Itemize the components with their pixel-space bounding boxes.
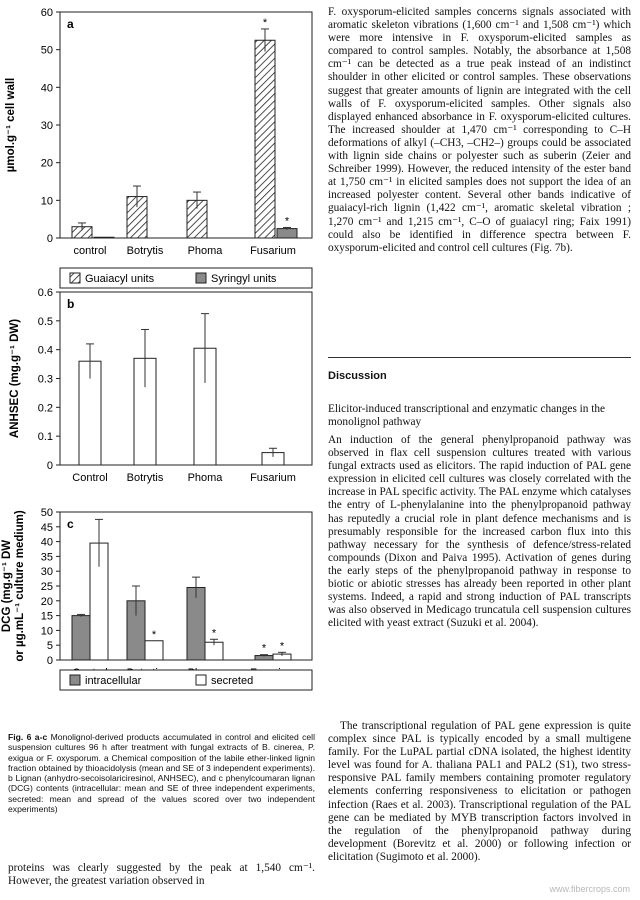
x-category-label: Phoma xyxy=(187,245,223,257)
y-tick-label: 35 xyxy=(40,551,53,564)
bar xyxy=(94,237,114,238)
y-axis-label: ANHSEC (mg.g⁻¹ DW) xyxy=(9,318,21,439)
legend-swatch xyxy=(70,273,80,283)
results-paragraph: F. oxysporum-elicited samples concerns signals associated with aromatic skeleton vibrations (1,600 cm⁻¹ and 1,508 cm⁻¹) which were more intensive in F. oxysporum-elicited samples as compared to control samples. Notably, the absorbance at 1,508 cm⁻¹ can be detected as a true peak instead of an indistinct shoulder in other elicited or control samples. These observations suggest that greater amounts of lignin are integrated with the cell walls of F. oxysporum-elicited samples. Other signals also displayed enhanced absorbance in F. oxysporum-elicited cultures. The increased shoulder at 1,470 cm⁻¹ corresponding to C–H deformations of alkyl (–CH3, –CH2–) groups could be associated with lignin side chains or polyester such as suberin (Zeier and Schreiber 1999). However, the reduced intensity of the ester band at 1,750 cm⁻¹ in elicited samples does not support the idea of an increased polyester content. Several other bands indicative of guaiacyl-rich lignin (1,422 cm⁻¹, aromatic skeletal vibration ; 1,270 cm⁻¹ and 1,215 cm⁻¹, C–O of guaiacyl ring; Faix 1991) could also be identified in difference spectra between F. oxysporum-elicited and control cell cultures (Fig. 7b). xyxy=(328,6,631,254)
y-axis-label-line: DCG (mg.g⁻¹ DW xyxy=(1,539,13,633)
y-tick-label: 0.4 xyxy=(37,344,53,357)
y-tick-label: 0.1 xyxy=(37,431,53,444)
bar xyxy=(187,587,205,660)
discussion-paragraph-2-wrap xyxy=(328,720,631,864)
y-tick-label: 50 xyxy=(40,507,53,519)
y-tick-label: 5 xyxy=(46,640,53,653)
y-tick-label: 60 xyxy=(40,7,53,19)
y-tick-label: 0 xyxy=(46,655,53,667)
y-axis-label-line: or µg.mL⁻¹ culture medium) xyxy=(14,510,26,662)
x-category-label: Botrytis xyxy=(126,245,164,257)
left-bottom-paragraph: proteins was clearly suggested by the peak at 1,540 cm⁻¹. However, the greatest variation observed in xyxy=(8,862,315,888)
x-category-label: Botrytis xyxy=(126,472,164,484)
chart-c xyxy=(1,507,312,690)
legend-swatch xyxy=(196,675,206,685)
x-category-label: Phoma xyxy=(187,472,223,484)
bar xyxy=(72,616,90,660)
y-tick-label: 0.6 xyxy=(37,287,53,299)
y-tick-label: 20 xyxy=(40,595,53,608)
panel-label: b xyxy=(67,297,75,311)
y-tick-label: 40 xyxy=(40,82,53,95)
x-category-label: Control xyxy=(72,472,108,484)
discussion-paragraph-1: An induction of the general phenylpropanoid pathway was observed in flax cell suspension cultures treated with various fungal extracts used as elicitors. The rapid induction of PAL gene expression in elicited cell cultures was closely correlated with the increase in PAL specific activity. The PAL enzyme which catalyses the entry of L-phenylalanine into the phenylpropanoid pathway has reputedly a crucial role in plant defence mechanisms and is presumably responsible for the increased carbon flux into this pathway necessary for the synthesis of defence/stress-related compounds (Dixon and Paiva 1995). Activation of genes during the early steps of the phenylpropanoid pathway in response to biotic or abiotic stresses has already been reported in other plant systems. Indeed, a rapid and strong induction of PAL transcripts was also observed in Medicago truncatula cell suspension cultures elicited with yeast extract (Suzuki et al. 2004). xyxy=(328,434,631,630)
significance-star: * xyxy=(151,628,157,641)
x-category-label: Fusarium xyxy=(250,472,296,484)
y-tick-label: 0.2 xyxy=(37,402,53,415)
significance-star: * xyxy=(262,16,268,29)
x-category-label: Fusarium xyxy=(250,245,296,257)
y-tick-label: 0.5 xyxy=(37,315,53,328)
caption-text: Monolignol-derived products accumulated in control and elicited cell suspension cultures 96 h after treatment with fungal extracts of B. cinerea, P. exigua or F. oxysporum. a Chemical composition of the labile ether-linked lignin fraction obtained by thioacidolysis (mean and SE of 3 independent experiments). b Lignan (anhydro-secoisolariciresinol, ANHSEC), and c phenylcoumaran lignan (DCG) contents (intracellular: mean and SE of three independent experiments, secreted: mean and spread of the values scored over two independent experiments) xyxy=(8,732,315,815)
y-tick-label: 0 xyxy=(46,233,53,245)
subsection-heading: Elicitor-induced transcriptional and enzymatic changes in the monolignol pathway xyxy=(328,403,606,429)
y-tick-label: 25 xyxy=(40,581,53,593)
legend-entry: Syringyl units xyxy=(211,273,277,285)
bar xyxy=(277,229,297,238)
watermark: www.fibercrops.com xyxy=(549,884,630,894)
significance-star: * xyxy=(284,215,290,228)
y-tick-label: 10 xyxy=(40,195,53,208)
panel-label: c xyxy=(67,517,74,531)
legend-entry: secreted xyxy=(211,675,254,687)
y-tick-label: 0 xyxy=(46,460,53,472)
left-column-text xyxy=(8,862,315,888)
figure-caption xyxy=(8,732,315,814)
bar xyxy=(255,40,275,238)
y-axis-label: µmol.g⁻¹ cell wall xyxy=(5,77,17,173)
y-tick-label: 45 xyxy=(40,521,53,534)
y-tick-label: 10 xyxy=(40,625,53,638)
chart-a xyxy=(5,7,312,288)
panel-label: a xyxy=(67,17,74,31)
discussion-paragraph-2: The transcriptional regulation of PAL gene expression is quite complex since PAL is typically encoded by a small multigene family. For the LuPAL partial cDNA isolated, the highest identity level was found for A. thaliana PAL1 and PAL2 (S1), two stress-responsive PAL family members containing promoter regulatory elements conferring responsiveness to elicitation or pathogen infection (Raes et al. 2003). Transcriptional regulation of the PAL gene can be mediated by MYB transcription factors involved in the regulation of the phenylpropanoid pathway during development (Borevitz et al. 2000) or following infection or elicitation (Sugimoto et al. 2000). xyxy=(328,720,631,863)
y-tick-label: 15 xyxy=(40,610,53,623)
y-tick-label: 50 xyxy=(40,44,53,57)
significance-star: * xyxy=(279,640,285,653)
y-tick-label: 0.3 xyxy=(37,373,53,386)
section-divider xyxy=(328,357,631,358)
chart-b xyxy=(9,287,312,484)
discussion-paragraph-1-wrap xyxy=(328,434,631,630)
legend-swatch xyxy=(196,273,206,283)
legend-swatch xyxy=(70,675,80,685)
significance-star: * xyxy=(261,642,267,655)
bar xyxy=(145,641,163,660)
figure-6 xyxy=(0,0,320,725)
y-tick-label: 30 xyxy=(40,120,53,132)
y-tick-label: 40 xyxy=(40,536,53,549)
significance-star: * xyxy=(211,627,217,640)
caption-label: Fig. 6 a-c xyxy=(8,732,48,742)
right-column-top xyxy=(328,6,631,255)
legend-entry: intracellular xyxy=(85,675,142,687)
y-tick-label: 20 xyxy=(40,157,53,170)
y-tick-label: 30 xyxy=(40,566,53,579)
legend-entry: Guaiacyl units xyxy=(85,273,155,285)
x-category-label: control xyxy=(73,245,107,257)
section-heading: Discussion xyxy=(328,370,387,382)
